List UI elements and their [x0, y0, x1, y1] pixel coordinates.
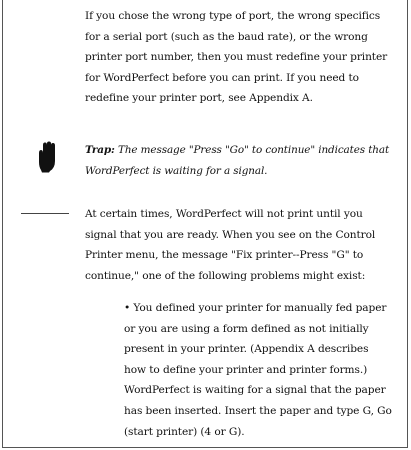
paragraph-signal-ready: At certain times, WordPerfect will not print until you signal that you are ready. When you see on the Control Printer menu, the message "Fix printer--Press "G" to continue," one of the following problems might exist:	[85, 208, 376, 282]
hand-icon	[36, 141, 58, 173]
paragraph-port-redefine: If you chose the wrong type of port, the wrong specifics for a serial port (such as the baud rate), or the wrong printer port number, then you must redefine your printer for WordPerfect before you can print. If you need to redefine your printer port, see Appendix A.	[85, 10, 388, 105]
trap-label: Trap:	[85, 144, 115, 156]
document-page	[2, 0, 408, 448]
margin-rule	[21, 213, 69, 214]
trap-note	[85, 140, 397, 181]
list-item: • You defined your printer for manually fed paper or you are using a form defined as not initially present in your printer. (Appendix A describes how to define your printer and printer forms.) WordPerfect is waiting for a signal that the paper has been inserted. Insert the paper and type G, Go (start printer) (4 or G).	[124, 302, 392, 438]
trap-text: The message "Press "Go" to continue" indicates that WordPerfect is waiting for a signal.	[85, 144, 390, 177]
